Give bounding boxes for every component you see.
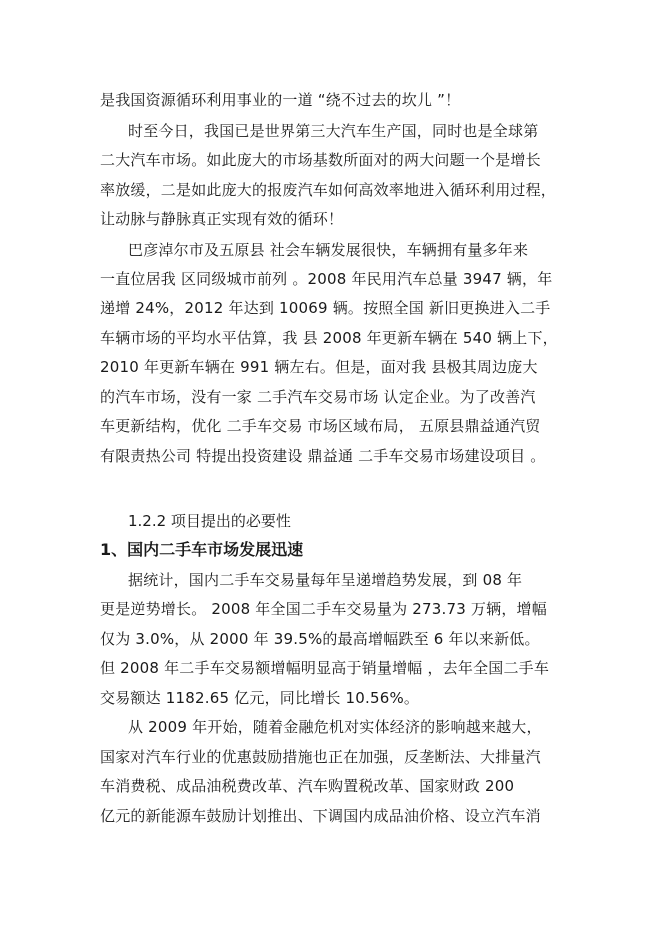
paragraph-line: 有限责热公司 特提出投资建设 鼎益通 二手车交易市场建设项目 。 [100,447,546,465]
paragraph-line: 车辆市场的平均水平估算，我 县 2008 年更新车辆在 540 辆上下， [100,329,558,347]
paragraph-line: 交易额达 1182.65 亿元，同比增长 10.56%。 [100,689,420,707]
paragraph-line: 仅为 3.0%，从 2000 年 39.5%的最高增幅跌至 6 年以来新低。 [100,630,540,648]
paragraph-line: 巴彦淖尔市及五原县 社会车辆发展很快，车辆拥有量多年来 [128,241,529,259]
paragraph-line: 亿元的新能源车鼓励计划推出、下调国内成品油价格、设立汽车消 [100,807,541,825]
paragraph-line: 国家对汽车行业的优惠鼓励措施也正在加强，反垄断法、大排量汽 [100,748,541,766]
paragraph-line: 一直位居我 区同级城市前列 。2008 年民用汽车总量 3947 辆，年 [100,270,553,288]
paragraph-line: 递增 24%，2012 年达到 10069 辆。按照全国 新旧更换进入二手 [100,299,551,317]
sub-heading: 1、国内二手车市场发展迅速 [100,540,304,559]
paragraph-line: 二大汽车市场。如此庞大的市场基数所面对的两大问题一个是增长 [100,151,541,169]
paragraph-line: 是我国资源循环利用事业的一道 “绕不过去的坎儿 ”！ [100,91,461,109]
paragraph-line: 的汽车市场，没有一家 二手汽车交易市场 认定企业。为了改善汽 [100,388,536,406]
paragraph-line: 2010 年更新车辆在 991 辆左右。但是，面对我 县极其周边庞大 [100,358,538,376]
paragraph-line: 时至今日，我国已是世界第三大汽车生产国，同时也是全球第 [128,122,539,140]
paragraph-line: 但 2008 年二手车交易额增幅明显高于销量增幅 ，去年全国二手车 [100,659,550,677]
paragraph-line: 车更新结构，优化 二手车交易 市场区域布局， 五原县鼎益通汽贸 [100,417,541,435]
paragraph-line: 车消费税、成品油税费改革、汽车购置税改革、国家财政 200 [100,777,515,795]
paragraph-line: 据统计，国内二手车交易量每年呈递增趋势发展，到 08 年 [128,571,523,589]
paragraph-line: 更是逆势增长。 2008 年全国二手车交易量为 273.73 万辆，增幅 [100,600,547,618]
paragraph-line: 从 2009 年开始，随着金融危机对实体经济的影响越来越大， [128,718,542,736]
paragraph-line: 让动脉与静脉真正实现有效的循环！ [100,210,344,228]
section-heading: 1.2.2 项目提出的必要性 [128,512,291,530]
paragraph-line: 率放缓，二是如此庞大的报废汽车如何高效率地进入循环利用过程， [100,181,557,199]
